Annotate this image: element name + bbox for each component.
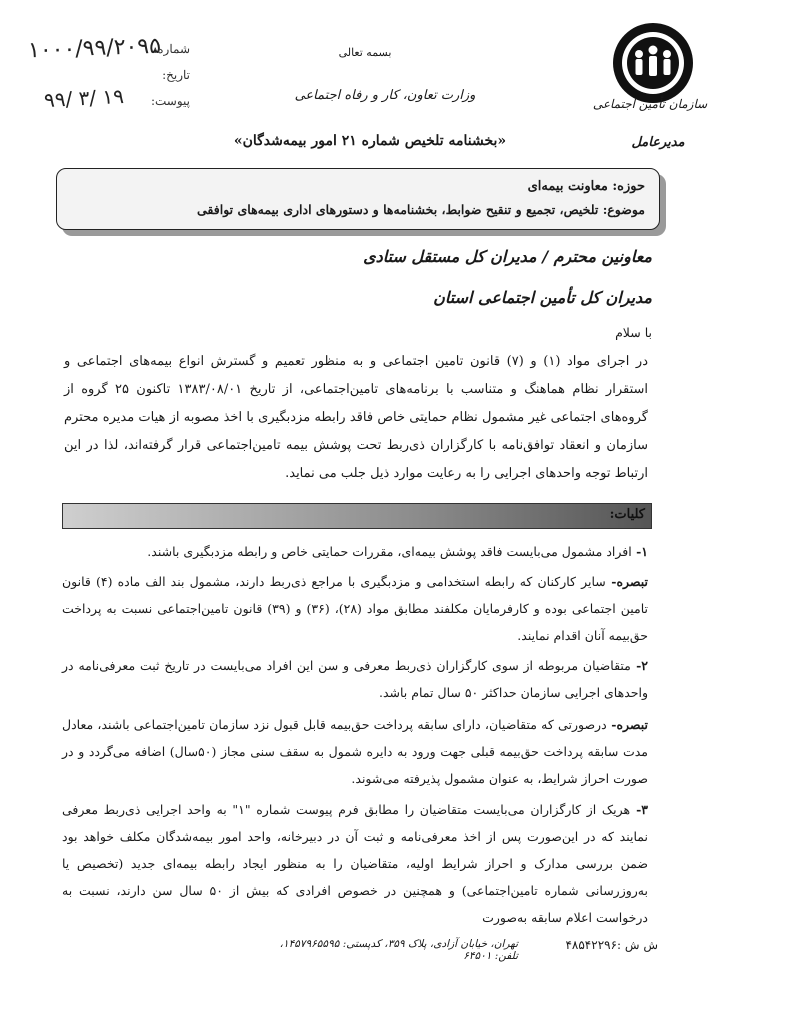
clause-text: درصورتی که متقاضیان، دارای سابقه پرداخت حق‌بیمه قابل قبول نزد سازمان تامین‌اجتماعی باشند، معادل مدت سابقه پرداخت حق‌بیمه قبلی جهت ورود به دایره شمول به سقف سنی مجاز (۵۰سال) اضافه می‌گردد و در صورت احراز شرایط، به عنوان مشمول پذیرفته می‌شوند. [62,717,648,786]
section-header-generalities [62,503,652,529]
clause-text: سایر کارکنان که رابطه استخدامی و مزدبگیری با مراجع ذی‌ربط دارند، مشمول بند الف ماده (۴) قانون تامین اجتماعی بوده و کارفرمایان مکلفند مطابق مواد (۲۸)، (۳۶) و (۳۹) قانون تامین‌اجتماعی نسبت به پرداخت حق‌بیمه آنان اقدام نمایند. [62,574,648,643]
clause-text: هریک از کارگزاران می‌بایست متقاضیان را مطابق فرم پیوست شماره "۱" به واحد اجرایی ذی‌ربط معرفی نمایند که در این‌صورت پس از اخذ معرفی‌نامه و ثبت آن در دبیرخانه، واحد امور بیمه‌شدگان مکلف خواهد بود ضمن بررسی مدارک و احراز شرایط اولیه، متقاضیان را به منظور ایجاد رابطه بیمه‌ای جدید (تخصیص یا به‌روزرسانی شماره تامین‌اجتماعی) و همچنین در خصوص افرادی که بیش از ۵۰ سال سن دارند، نسبت به درخواست اعلام سابقه به‌صورت [62,802,648,925]
subject-line: موضوع: تلخیص، تجمیع و تنقیح ضوابط، بخشنامه‌ها و دستورهای اداری بیمه‌های توافقی [197,202,645,217]
intro-paragraph: در اجرای مواد (۱) و (۷) قانون تامین اجتماعی و به منظور تعمیم و گسترش انواع بیمه‌های اجتماعی و استقرار نظام هماهنگ و متناسب با برنامه‌های تامین‌اجتماعی، از تاریخ ۱۳۸۳/۰۸/۰۱ تاکنون ۲۵ گروه از گروه‌های اجتماعی غیر مشمول نظام حمایتی خاص فاقد رابطه مزدبگیری با اخذ مصوبه از هیات مدیره محترم سازمان و انعقاد توافق‌نامه با کارگزاران ذی‌ربط تحت پوشش بیمه تامین‌اجتماعی قرار گرفته‌اند، لذا در این ارتباط توجه واحدهای اجرایی را به رعایت موارد ذیل جلب می نماید. [64,354,648,481]
clause-text: متقاضیان مربوطه از سوی کارگزاران ذی‌ربط معرفی و سن این افراد می‌بایست در تاریخ ثبت معرفی‌نامه در واحدهای اجرایی سازمان حداکثر ۵۰ سال تمام باشد. [62,658,648,700]
subject-box [56,168,660,230]
footer-code: ش ش :۴۸۵۴۲۲۹۶ [565,938,658,952]
domain-line: حوزه: معاونت بیمه‌ای [527,179,645,194]
clause-lead: تبصره- [605,574,648,589]
general-manager-label: مدیرعامل [631,135,685,150]
greeting: با سلام [615,325,652,340]
attachment-label: پیوست: [150,94,190,108]
meta-labels [150,42,190,120]
clause-note [62,568,648,649]
clause-lead: ۲- [630,658,649,673]
date-label: تاریخ: [162,68,190,82]
handwritten-date: ۹۹/ ۳/ ۱۹ [43,83,125,113]
footer-address: تهران، خیابان آزادی، پلاک ۳۵۹، کدپستی: ۱۴۵۷۹۶۵۵۹۵، تلفن: ۶۴۵۰۱ [279,938,518,962]
ministry-name: وزارت تعاون، کار و رفاه اجتماعی [294,88,476,103]
circular-title: «بخشنامه تلخیص شماره ۲۱ امور بیمه‌شدگان» [233,133,507,149]
clause-note [62,711,648,792]
handwritten-letter-number: ۱۰۰۰/۹۹/۲۰۹۵ [27,33,162,64]
clause-text: افراد مشمول می‌بایست فاقد پوشش بیمه‌ای، مقررات حمایتی خاص و رابطه مزدبگیری باشند. [147,544,632,559]
social-security-logo-icon [608,20,698,106]
clause-item [62,538,648,565]
addressee-provincial-managers: مدیران کل تأمین اجتماعی استان [433,288,652,307]
organization-name: سازمان تأمین اجتماعی [592,97,708,111]
addressee-deputies: معاونین محترم / مدیران کل مستقل ستادی [363,247,652,266]
number-label: شماره: [153,42,190,56]
clause-lead: ۳- [630,802,649,817]
section-title: کلیات: [609,507,645,522]
bismillah: بسمه تعالی [338,46,392,59]
clause-item [62,652,648,706]
clause-lead: تبصره- [606,717,648,732]
clause-lead: ۱- [631,544,648,559]
clause-item [62,796,648,931]
